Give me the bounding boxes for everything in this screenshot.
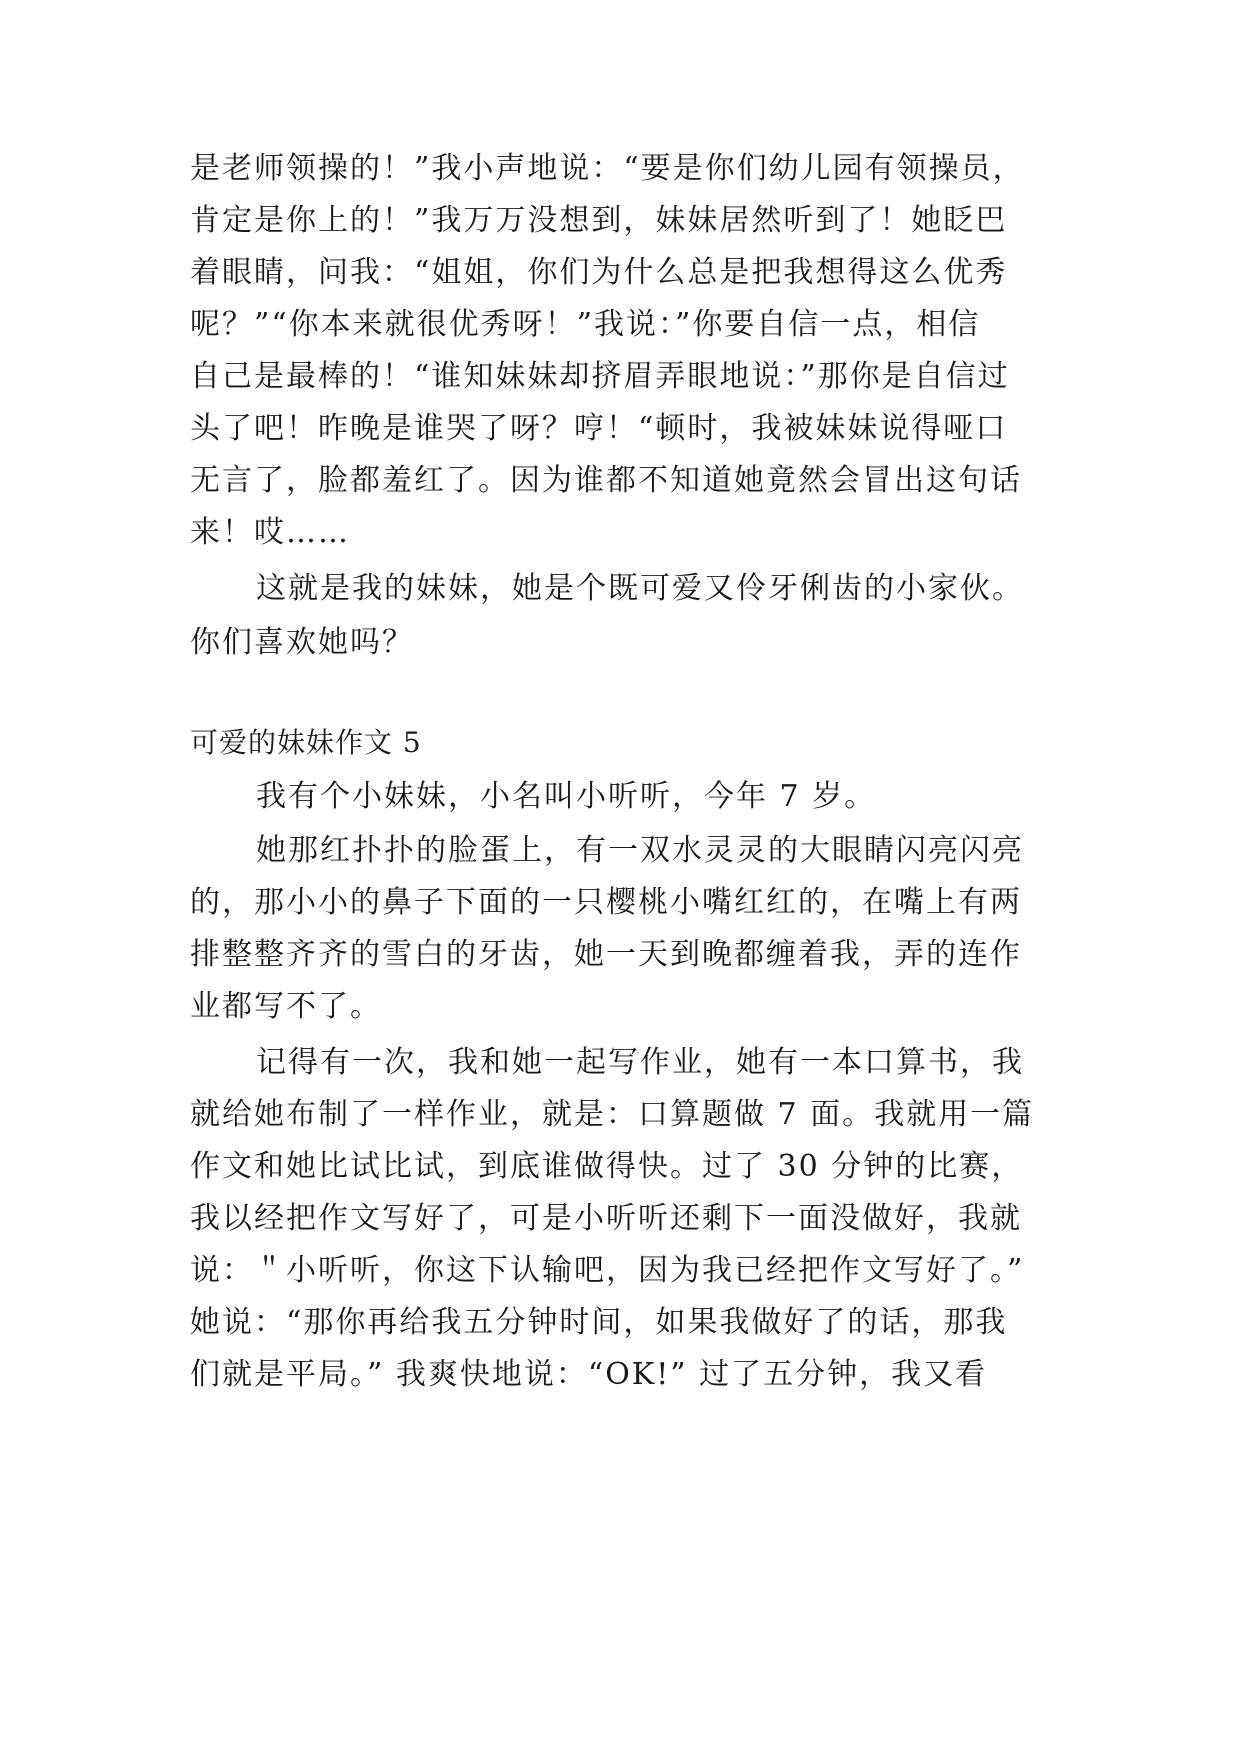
text-line: 业都写不了。 xyxy=(190,989,382,1024)
text-line: 呢？”“你本来就很优秀呀！”我说：”你要自信一点，相信 xyxy=(190,307,981,342)
text-line: 记得有一次，我和她一起写作业，她有一本口算书，我 xyxy=(256,1045,1024,1080)
text-line: 着眼睛，问我：“姐姐，你们为什么总是把我想得这么优秀 xyxy=(190,255,1008,290)
text-line: 们就是平局。” 我爽快地说：“OK!” 过了五分钟，我又看 xyxy=(190,1357,988,1392)
text-line: 自己是最棒的！“谁知妹妹却挤眉弄眼地说：”那你是自信过 xyxy=(190,359,1010,394)
text-line: 的，那小小的鼻子下面的一只樱桃小嘴红红的，在嘴上有两 xyxy=(190,885,1022,920)
text-line: 她那红扑扑的脸蛋上，有一双水灵灵的大眼睛闪亮闪亮 xyxy=(256,833,1024,868)
text-line: 头了吧！昨晚是谁哭了呀？哼！“顿时，我被妹妹说得哑口 xyxy=(190,411,1008,446)
text-line: 来！哎…… xyxy=(190,515,350,550)
text-line: 作文和她比试比试，到底谁做得快。过了 30 分钟的比赛， xyxy=(190,1149,1024,1184)
text-line: 排整整齐齐的雪白的牙齿，她一天到晚都缠着我，弄的连作 xyxy=(190,937,1022,972)
text-line: 就给她布制了一样作业，就是：口算题做 7 面。我就用一篇 xyxy=(190,1097,1035,1132)
text-line: 肯定是你上的！”我万万没想到，妹妹居然听到了！她眨巴 xyxy=(190,203,1008,238)
text-line: 她说：“那你再给我五分钟时间，如果我做好了的话，那我 xyxy=(190,1305,1008,1340)
text-line: 我有个小妹妹，小名叫小听听，今年 7 岁。 xyxy=(256,779,877,814)
text-line: 无言了，脸都羞红了。因为谁都不知道她竟然会冒出这句话 xyxy=(190,463,1022,498)
text-line: 你们喜欢她吗？ xyxy=(190,625,414,660)
essay-title: 可爱的妹妹作文 5 xyxy=(190,726,422,759)
text-line: 我以经把作文写好了，可是小听听还剩下一面没做好，我就 xyxy=(190,1201,1022,1236)
text-line: 是老师领操的！”我小声地说：“要是你们幼儿园有领操员， xyxy=(190,151,1025,186)
text-line: 这就是我的妹妹，她是个既可爱又伶牙俐齿的小家伙。 xyxy=(256,571,1024,606)
text-line: 说：＂小听听，你这下认输吧，因为我已经把作文写好了。” xyxy=(190,1253,1025,1288)
